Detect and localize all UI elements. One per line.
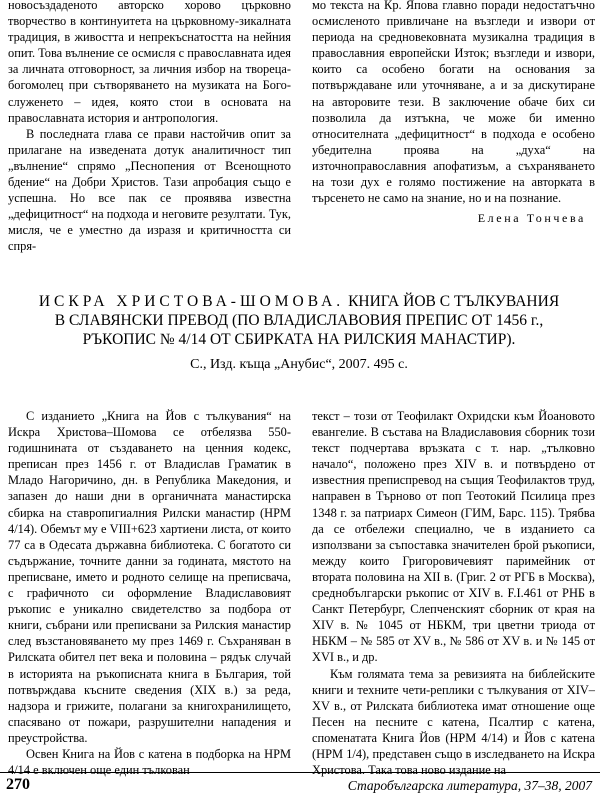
paragraph: С изданието „Книга на Йов с тълкувания“ на Искра Христова–Шомова се отбелязва 550-годишнината от създаването на ценния кодекс, преписан през 1456 г. от Владислав Граматик в Младо Нагоричино, дн. в Република Македония, и запазен до наши дни в органичната манастирска сбирка на ставропигиалния Рилски манастир (НРМ 4/14). Обемът му е VIII+623 хартиени листа, от които 77 са в Одесата държавна библиотека. С богатото си съдържание, точните данни за годината, мястото на преписване, името и родното селище на преписвача, с графичното си оформление Владиславовият ръкопис е уникално свидетелство за подбора от книги, събрани или преписвани за Рилския манастир след възстановяването му през 1469 г. Съхраняван в Рилската обител пет века и половина – рядък случай в историята на ръкописната книга в България, той потвърждава късните сведения (XIX в.) за реда, надзора и грижите, полагани за книгохранилището, спасявано от пожари, разрушителни нападения и преустройства. [8,409,291,745]
footer-rule [0,772,600,773]
heading-line-2: В СЛАВЯНСКИ ПРЕВОД (ПО ВЛАДИСЛАВОВИЯ ПРЕПИС ОТ 1456 г., [54,312,544,329]
book-author: ИСКРА ХРИСТОВА-ШОМОВА. [38,293,345,310]
paragraph: Към голямата тема за ревизията на библейските книги и техните чети-реплики с тълкувания от XIV–XV в., от Рилската библиотека имат отношение още Песен на песните с катена, Псалтир с катена, споменатата Книга Йов (НРМ 4/14) и Йов с катена (НРМ 1/4), представен също в изследването на Искра Христова. Така това ново издание на [312,666,595,778]
bottom-left-column [8,408,291,778]
heading-line-1 [14,292,584,311]
paragraph: мо текста на Кр. Япова главно поради недостатъчно осмисленото привличане на възгледи и извори от периода на средновековната музикална традиция в православния европейски Изток; възгледи и извори, които са особено богати на основания за потвърждаване или уточняване, а и за дискутиране на авторовите тези. В заключение обаче бих си позволила да изтъкна, че може би именно относителната „дефицитност“ в подхода е особено убедителна проява на „духа“ на източноправославния апофатизъм, а съхраняването на този дух е голямо постижение на авторката в търсенето не само на знание, но и на познание. [312,0,595,206]
bottom-right-column [312,408,595,778]
top-right-column [312,0,595,206]
paragraph: В последната глава се прави настойчив опит за прилагане на изведената дотук аналитичност тип „вълнение“ спрямо „Песнопения от Всенощното бдение“ на Добри Христов. Тази апробация също е успешна. Но все пак се проявява известна „дефицитност“ на подхода и неговите резултати. Тук, мисля, че е уместно да изразя и критичността си спря- [8,126,291,254]
publication-info: С., Изд. къща „Анубис“, 2007. 495 с. [190,357,408,372]
paragraph: Освен Книга на Йов с катена в подборка на НРМ 4/14 е включен още един тълкован [8,746,291,778]
journal-name: Старобългарска литература, 37–38, 2007 [347,778,592,793]
review-signature: Елена Тончева [477,211,586,225]
review-heading [14,292,584,349]
top-left-column [8,0,291,255]
heading-line-3: РЪКОПИС № 4/14 ОТ СБИРКАТА НА РИЛСКИЯ МАНАСТИР). [82,331,516,348]
paragraph: новосъздаденото авторско хорово църковно творчество в континуитета на църковному-зикалната традиция, в живостта и непрекъснатостта на нейния опит. Това вълнение се осмисля с православната идея за личната отговорност, за личния избор на твореца-богомолец при сътворяването на музиката на Бого-служенето – идея, която стои в основата на православната история и антропология. [8,0,291,125]
page-number: 270 [6,776,30,793]
book-title-part: КНИГА ЙОВ С ТЪЛКУВАНИЯ [344,293,560,310]
paragraph: текст – този от Теофилакт Охридски към Йоановото евангелие. В състава на Владиславовия сборник този текст подчертава връзката с т. нар. „тълковно начало“, положено през XIV в. и потвърдено от известния преписпревод на същия Теофилактов труд, направен в Търново от поп Теотокий Псилица през 1348 г. за патриарх Симеон (ГИМ, Барс. 115). Трябва да се отбележи специално, че в изданието са използвани за съпоставка значителен брой ръкописи, между които Григоровичевият паримейник от втората половина на XII в. (Григ. 2 от РГБ в Москва), среднобългарски ръкопис от XIV в. F.I.461 от РНБ в Санкт Петербург, Слепченският сборник от края на XIV в. № 1045 от НБКМ, три цветни триода от НБКМ – № 585 от XV в., № 586 от XV в. и № 145 от XVI в., и др. [312,409,595,665]
